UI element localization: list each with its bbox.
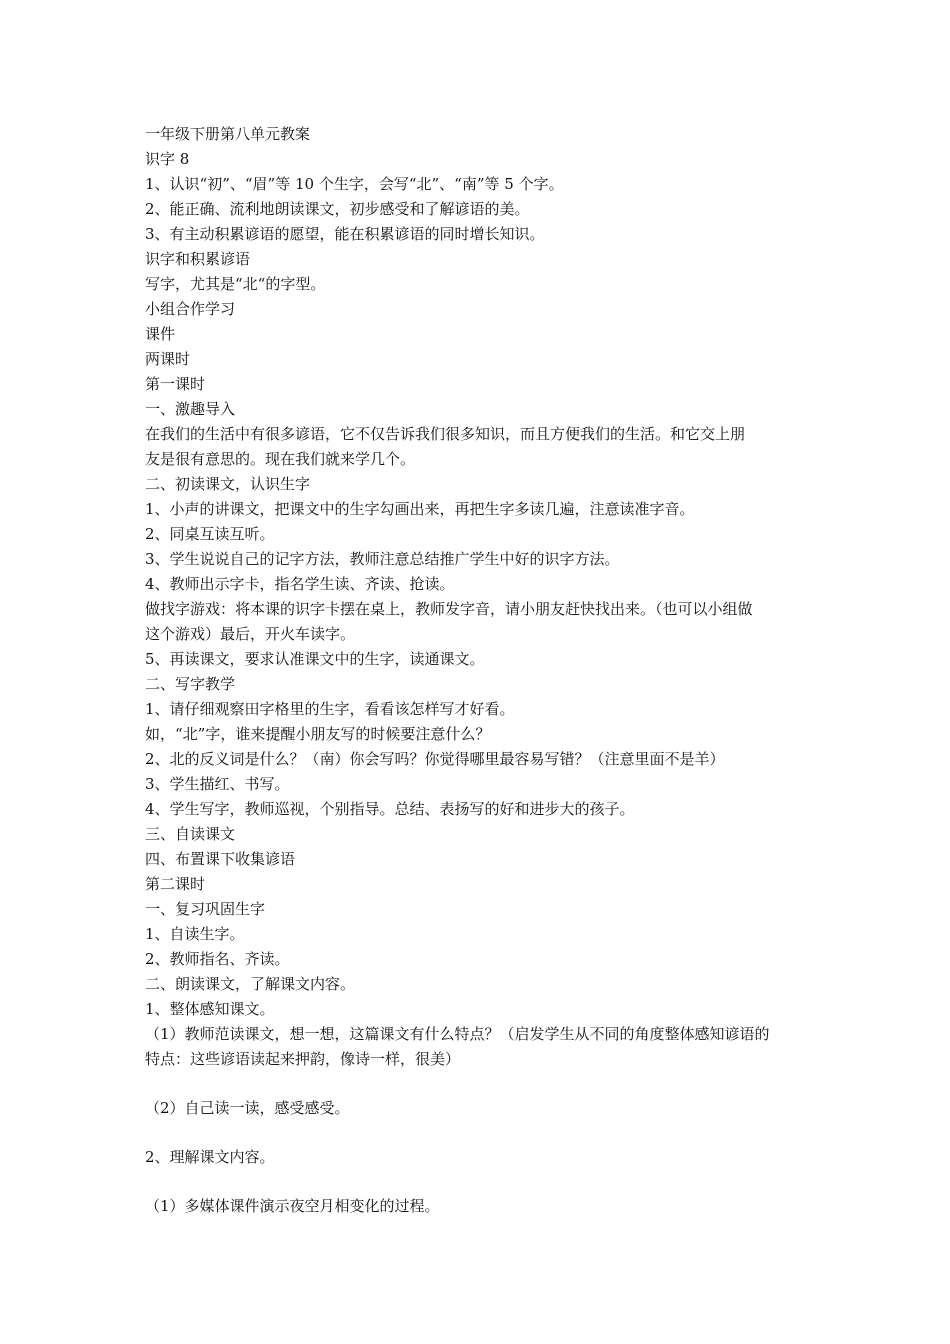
objective-3: 3、有主动积累谚语的愿望，能在积累谚语的同时增长知识。 bbox=[145, 225, 545, 243]
intro-paragraph bbox=[145, 422, 825, 472]
section-heading: 第一课时 bbox=[145, 375, 206, 393]
step-heading: 二、写字教学 bbox=[145, 675, 236, 693]
doc-title: 一年级下册第八单元教案 bbox=[145, 125, 311, 143]
paragraph-line: （1）教师范读课文，想一想，这篇课文有什么特点？（启发学生从不同的角度整体感知谚语的 bbox=[145, 1025, 770, 1043]
list-item: 5、再读课文，要求认准课文中的生字，读通课文。 bbox=[145, 650, 485, 668]
list-item: （2）自己读一读，感受感受。 bbox=[145, 1099, 350, 1117]
list-item: 2、北的反义词是什么？（南）你会写吗？你觉得哪里最容易写错？（注意里面不是羊） bbox=[145, 750, 725, 768]
key-point: 识字和积累谚语 bbox=[145, 250, 251, 268]
list-item: （1）多媒体课件演示夜空月相变化的过程。 bbox=[145, 1197, 440, 1215]
paragraph-line: 特点：这些谚语读起来押韵，像诗一样，很美） bbox=[145, 1050, 461, 1068]
paragraph-line: 友是很有意思的。现在我们就来学几个。 bbox=[145, 450, 416, 468]
list-item: 1、请仔细观察田字格里的生字，看看该怎样写才好看。 bbox=[145, 700, 515, 718]
list-item: 如，“北”字，谁来提醒小朋友写的时候要注意什么？ bbox=[145, 725, 491, 743]
paragraph-line: 做找字游戏：将本课的识字卡摆在桌上，教师发字音，请小朋友赶快找出来。（也可以小组做 bbox=[145, 600, 753, 618]
paragraph-line: 这个游戏）最后，开火车读字。 bbox=[145, 625, 356, 643]
section-heading: 第二课时 bbox=[145, 875, 206, 893]
list-item: 1、小声的讲课文，把课文中的生字勾画出来，再把生字多读几遍，注意读准字音。 bbox=[145, 500, 695, 518]
reading-paragraph bbox=[145, 1022, 825, 1072]
class-hours: 两课时 bbox=[145, 350, 191, 368]
difficult-point: 写字，尤其是“北“的字型。 bbox=[145, 275, 326, 293]
step-heading: 二、朗读课文，了解课文内容。 bbox=[145, 975, 356, 993]
list-item: 2、教师指名、齐读。 bbox=[145, 950, 290, 968]
objective-1: 1、认识“初”、“眉”等 10 个生字，会写“北”、“南”等 5 个字。 bbox=[145, 175, 564, 193]
step-heading: 四、布置课下收集谚语 bbox=[145, 850, 296, 868]
list-item: 4、学生写字，教师巡视，个别指导。总结、表扬写的好和进步大的孩子。 bbox=[145, 800, 635, 818]
teaching-aid: 课件 bbox=[145, 325, 176, 343]
objective-2: 2、能正确、流利地朗读课文，初步感受和了解谚语的美。 bbox=[145, 200, 530, 218]
list-item: 1、自读生字。 bbox=[145, 925, 245, 943]
game-paragraph bbox=[145, 597, 825, 647]
step-heading: 三、自读课文 bbox=[145, 825, 236, 843]
list-item: 3、学生描红、书写。 bbox=[145, 775, 290, 793]
step-heading: 一、复习巩固生字 bbox=[145, 900, 266, 918]
paragraph-line: 在我们的生活中有很多谚语，它不仅告诉我们很多知识，而且方便我们的生活。和它交上朋 bbox=[145, 425, 746, 443]
list-item: 2、理解课文内容。 bbox=[145, 1148, 275, 1166]
step-heading: 二、初读课文，认识生字 bbox=[145, 475, 311, 493]
list-item: 4、教师出示字卡，指名学生读、齐读、抢读。 bbox=[145, 575, 455, 593]
list-item: 3、学生说说自己的记字方法，教师注意总结推广学生中好的识字方法。 bbox=[145, 550, 620, 568]
list-item: 1、整体感知课文。 bbox=[145, 1000, 275, 1018]
step-heading: 一、激趣导入 bbox=[145, 400, 236, 418]
list-item: 2、同桌互读互听。 bbox=[145, 525, 275, 543]
teaching-method: 小组合作学习 bbox=[145, 300, 236, 318]
lesson-heading: 识字 8 bbox=[145, 150, 190, 168]
document-page bbox=[145, 122, 825, 1219]
